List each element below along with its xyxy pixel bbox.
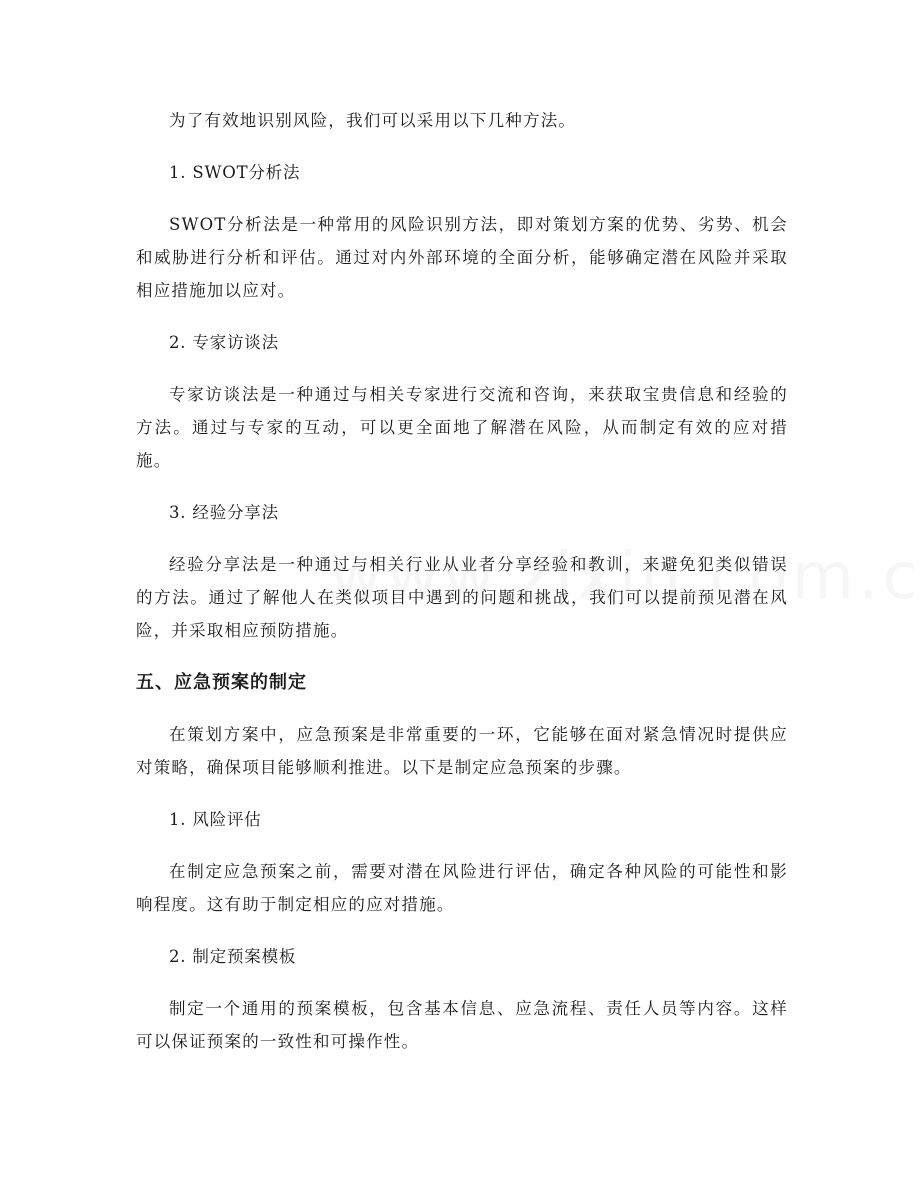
method-3-body: 经验分享法是一种通过与相关行业从业者分享经验和教训，来避免犯类似错误的方法。通过了解他人在类似项目中遇到的问题和挑战，我们可以提前预见潜在风险，并采取相应预防措施。 [136,555,788,640]
intro-paragraph: 为了有效地识别风险，我们可以采用以下几种方法。 [169,111,577,130]
document-body [136,104,788,1077]
method-2-body: 专家访谈法是一种通过与相关专家进行交流和咨询，来获取宝贵信息和经验的方法。通过与专家的互动，可以更全面地了解潜在风险，从而制定有效的应对措施。 [136,385,788,470]
method-3-title: 3. 经验分享法 [169,503,279,522]
step-1-title: 1. 风险评估 [169,810,262,829]
step-2-title: 2. 制定预案模板 [169,947,297,966]
step-1-body: 在制定应急预案之前，需要对潜在风险进行评估，确定各种风险的可能性和影响程度。这有助于制定相应的应对措施。 [136,862,788,914]
method-1-title: 1. SWOT分析法 [169,163,301,182]
section-5-intro: 在策划方案中，应急预案是非常重要的一环，它能够在面对紧急情况时提供应对策略，确保项目能够顺利推进。以下是制定应急预案的步骤。 [136,725,788,777]
method-2-title: 2. 专家访谈法 [169,333,279,352]
section-5-heading: 五、应急预案的制定 [136,672,307,693]
method-1-body: SWOT分析法是一种常用的风险识别方法，即对策划方案的优势、劣势、机会和威胁进行分析和评估。通过对内外部环境的全面分析，能够确定潜在风险并采取相应措施加以应对。 [136,215,788,300]
step-2-body: 制定一个通用的预案模板，包含基本信息、应急流程、责任人员等内容。这样可以保证预案的一致性和可操作性。 [136,999,788,1051]
